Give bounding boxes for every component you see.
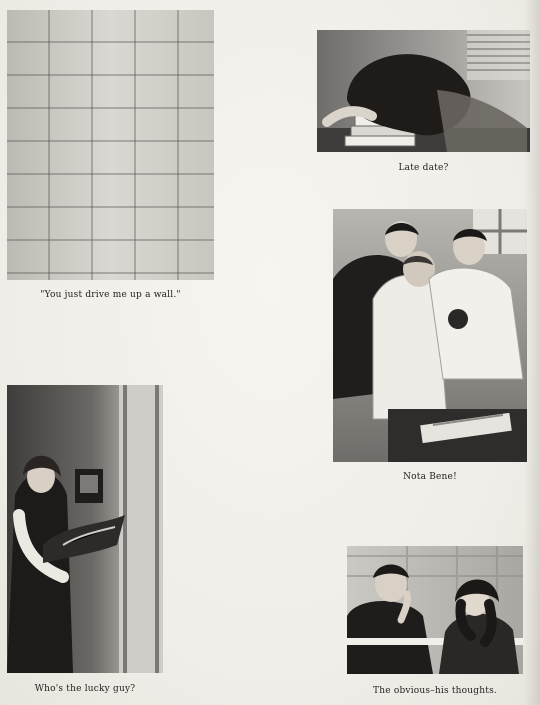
tile-wall-background xyxy=(7,10,214,280)
phone-booth-illustration xyxy=(7,385,163,673)
caption-nota-bene: Nota Bene! xyxy=(403,472,457,482)
photo-wall xyxy=(7,10,214,280)
caption-late-date: Late date? xyxy=(398,163,449,173)
caption-lucky-guy: Who's the lucky guy? xyxy=(34,684,136,694)
page-gutter-shadow xyxy=(524,0,540,705)
photo-sleeping xyxy=(317,30,530,152)
group-reading-illustration xyxy=(333,209,527,462)
boy-and-girl-illustration xyxy=(347,546,523,674)
photo-obvious xyxy=(347,546,523,674)
sleeping-student-illustration xyxy=(317,30,530,152)
caption-obvious: The obvious–his thoughts. xyxy=(373,686,497,696)
photo-group xyxy=(333,209,527,462)
caption-wall: "You just drive me up a wall." xyxy=(40,290,181,300)
photo-phone xyxy=(7,385,163,673)
